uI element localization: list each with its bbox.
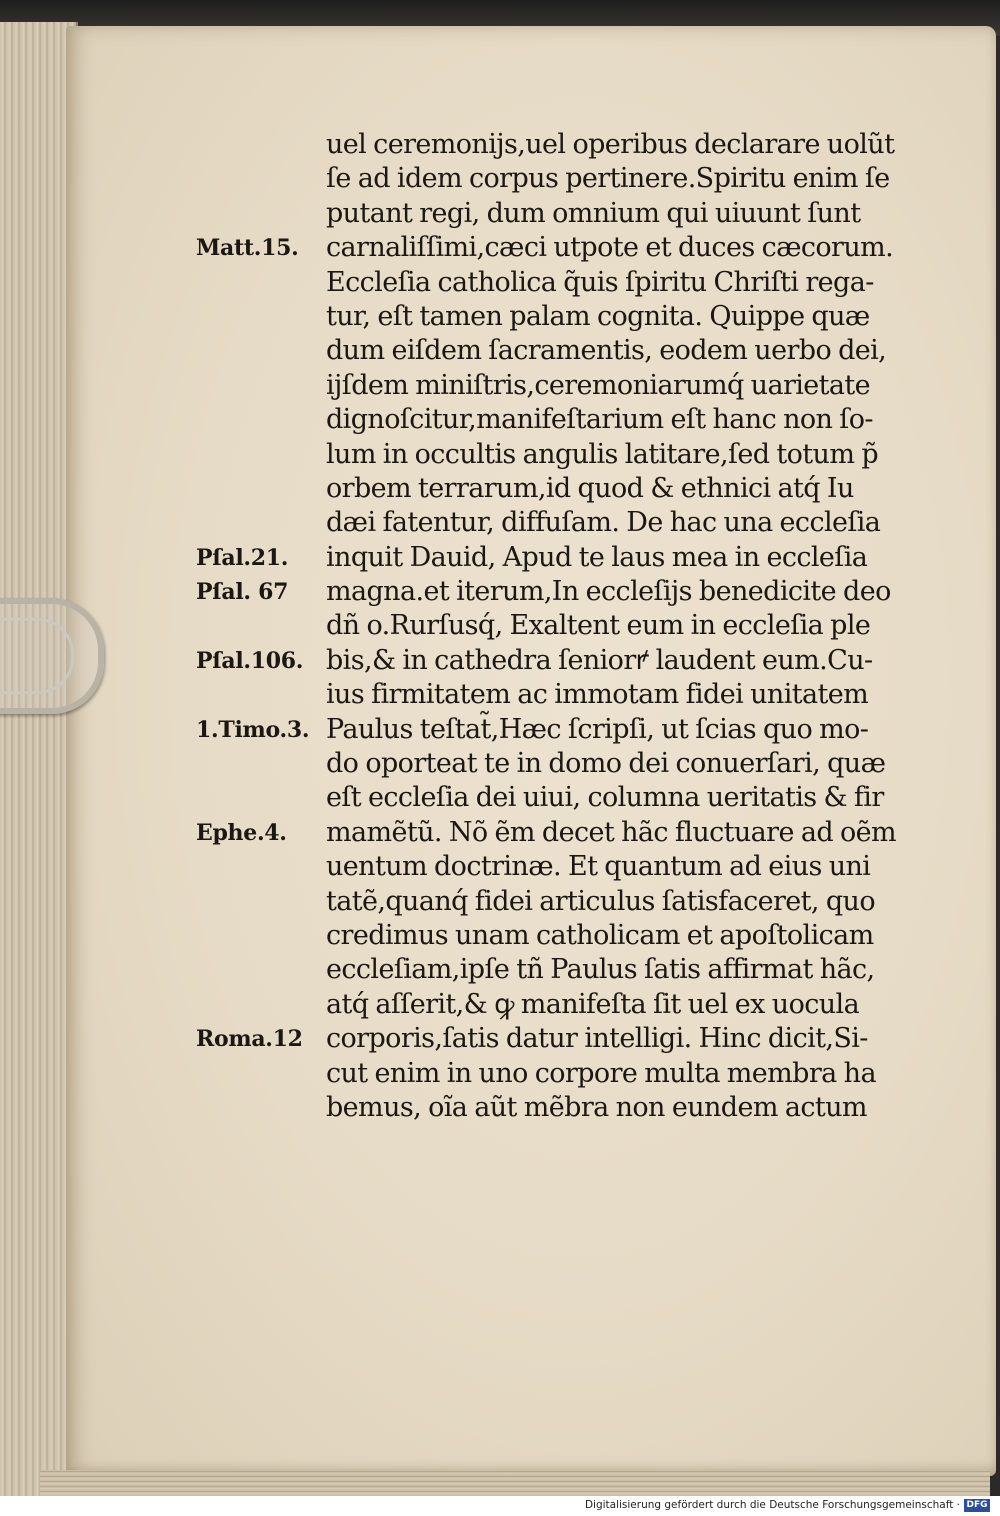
text-line: eſt eccleſia dei uiui, columna ueritatis & fir [326,782,884,814]
text-line: Paulus teſtat̃,Hæc ſcripſi, ut ſcias quo mo- [326,713,869,745]
text-line: do oporteat te in domo dei conuerſari, quæ [326,748,886,780]
text-line: Eccleſia catholica q̃uis ſpiritu Chriſti rega- [326,266,874,298]
text-line: uel ceremonijs,uel operibus declarare uolũt [326,129,895,160]
margin-reference: 1.Timo.3. [196,716,310,743]
text-line: magna.et iterum,In eccleſijs benedicite deo [326,576,891,608]
text-line: ijſdem miniſtris,ceremoniarumq́ uarietate [326,369,871,401]
text-line: inquit Dauid, Apud te laus mea in eccleſia [326,541,868,573]
text-line: dñ o.Rurſusq́, Exaltent eum in eccleſia ple [326,610,871,642]
text-line: eccleſiam,ipſe tñ Paulus ſatis affirmat hãc, [326,954,875,986]
text-line: ſe ad idem corpus pertinere.Spiritu enim ſe [326,163,890,195]
margin-reference: Pſal.21. [196,544,289,571]
main-text-block [326,128,938,1125]
book-bottom-edge [40,1470,990,1496]
page-clip-icon [0,598,104,714]
text-line: dum eiſdem ſacramentis, eodem uerbo dei, [326,335,887,367]
text-line: bis,& in cathedra ſeniorꝵ laudent eum.Cu- [326,644,873,676]
text-line: atq́ aſſerit,& ꝙ manifeſta ſit uel ex uocula [326,988,860,1020]
text-line: tur, eſt tamen palam cognita. Quippe quæ [326,300,870,332]
margin-reference: Matt.15. [196,235,299,262]
text-line: mamẽtũ. Nõ ẽm decet hãc fluctuare ad oẽm [326,816,897,848]
text-line: corporis,ſatis datur intelligi. Hinc dicit,Si- [326,1023,868,1055]
text-line: dignoſcitur,manifeſtarium eſt hanc non ſo- [326,404,873,436]
margin-reference: Pſal. 67 [196,579,289,606]
footer-text: Digitalisierung gefördert durch die Deutsche Forschungsgemeinschaft · [584,1499,960,1511]
text-line: orbem terrarum,id quod & ethnici atq́ Iu [326,472,854,504]
text-line: ius firmitatem ac immotam fidei unitatem [326,679,869,711]
text-line: putant regi, dum omnium qui uiuunt ſunt [326,197,861,229]
text-line: carnaliſſimi,cæci utpote et duces cæcorum. [326,232,894,264]
dfg-logo-icon: DFG [964,1499,990,1512]
margin-reference: Pſal.106. [196,648,304,674]
text-line: bemus, oĩa aũt mẽbra non eundem actum [326,1091,867,1123]
text-line: tatẽ,quanq́ fidei articulus ſatisfaceret, quo [326,885,876,917]
margin-reference: Ephe.4. [196,820,287,846]
text-line: dæi fatentur, diffuſam. De hac una eccleſia [326,507,881,539]
margin-reference: Roma.12 [196,1026,303,1053]
footer-acknowledgement [0,1496,1000,1516]
text-line: credimus unam catholicam et apoſtolicam [326,919,874,951]
text-line: lum in occultis angulis latitare,ſed totum p̃ [326,438,879,470]
text-line: cut enim in uno corpore multa membra ha [326,1057,876,1089]
text-line: uentum doctrinæ. Et quantum ad eius uni [326,851,871,883]
